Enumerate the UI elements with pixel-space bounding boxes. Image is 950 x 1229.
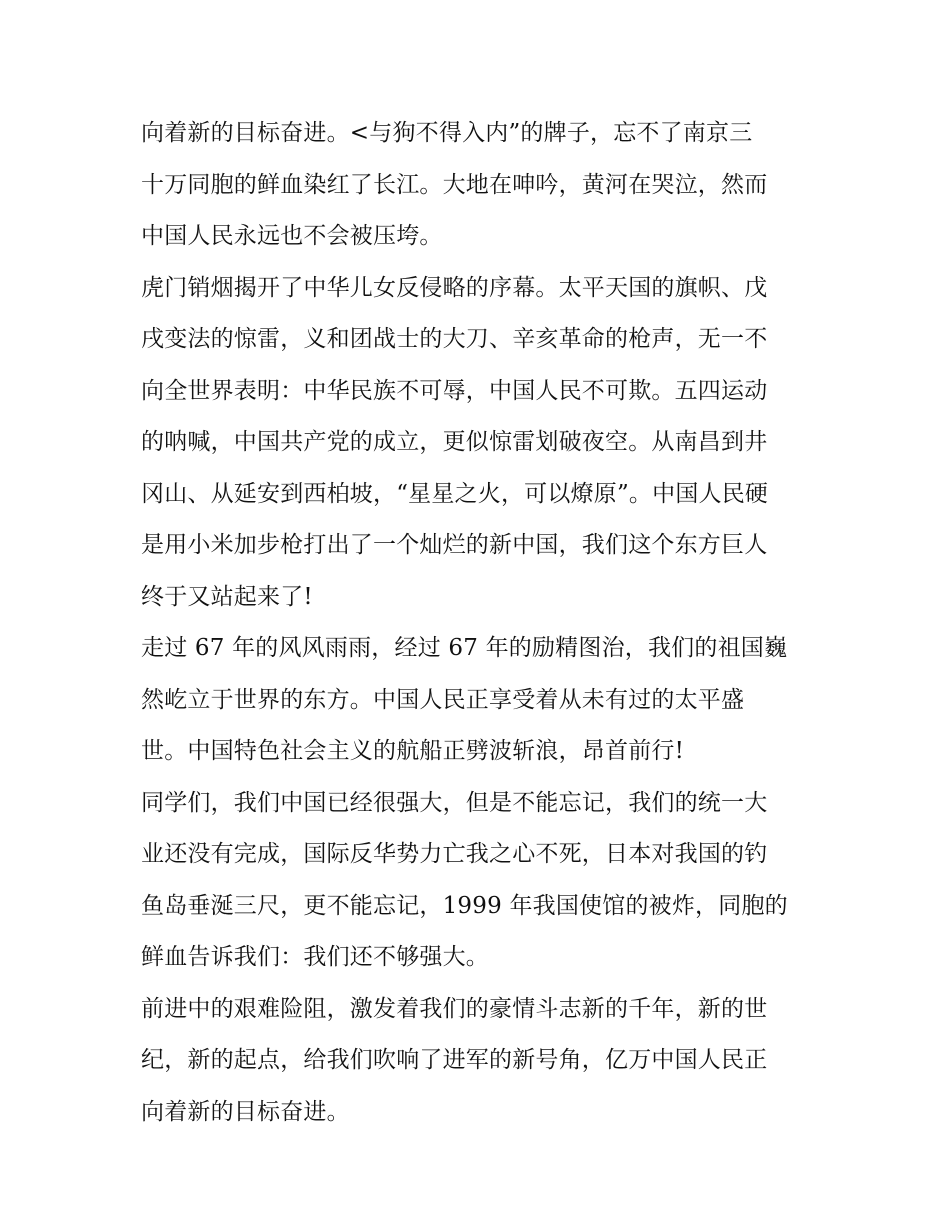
- text-line: 业还没有完成，国际反华势力亡我之心不死，日本对我国的钓: [141, 841, 768, 867]
- text-line: 十万同胞的鲜血染红了长江。大地在呻吟，黄河在哭泣，然而: [141, 171, 768, 198]
- text-line: 冈山、从延安到西柏坡，“星星之火，可以燎原”。中国人民硬: [141, 480, 769, 507]
- text-line: 鲜血告诉我们：我们还不够强大。: [141, 944, 489, 970]
- text-line: 然屹立于世界的东方。中国人民正享受着从未有过的太平盛: [141, 686, 745, 713]
- text-line: 走过 67 年的风风雨雨，经过 67 年的励精图治，我们的祖国巍: [141, 635, 788, 661]
- text-line: 前进中的艰难险阻，激发着我们的豪情斗志新的千年，新的世: [141, 995, 768, 1022]
- text-line: 同学们，我们中国已经很强大，但是不能忘记，我们的统一大: [141, 789, 768, 816]
- text-line: 的呐喊，中国共产党的成立，更似惊雷划破夜空。从南昌到井: [141, 429, 768, 455]
- text-line: 向全世界表明：中华民族不可辱，中国人民不可欺。五四运动: [141, 377, 768, 404]
- text-line: 中国人民永远也不会被压垮。: [141, 223, 443, 249]
- text-line: 戌变法的惊雷，义和团战士的大刀、辛亥革命的枪声，无一不: [141, 326, 768, 352]
- body-text: [141, 108, 821, 1138]
- text-line: 世。中国特色社会主义的航船正劈波斩浪，昂首前行!: [141, 738, 685, 764]
- text-line: 是用小米加步枪打出了一个灿烂的新中国，我们这个东方巨人: [141, 532, 768, 558]
- text-line: 纪，新的起点，给我们吹响了进军的新号角，亿万中国人民正: [141, 1047, 768, 1073]
- text-line: 终于又站起来了!: [141, 583, 313, 610]
- text-line: 虎门销烟揭开了中华儿女反侵略的序幕。太平天国的旗帜、戊: [141, 274, 768, 301]
- text-line: 向着新的目标奋进。<与狗不得入内”的牌子，忘不了南京三: [141, 120, 753, 146]
- text-line: 向着新的目标奋进。: [141, 1098, 350, 1125]
- text-line: 鱼岛垂涎三尺，更不能忘记，1999 年我国使馆的被炸，同胞的: [141, 892, 788, 919]
